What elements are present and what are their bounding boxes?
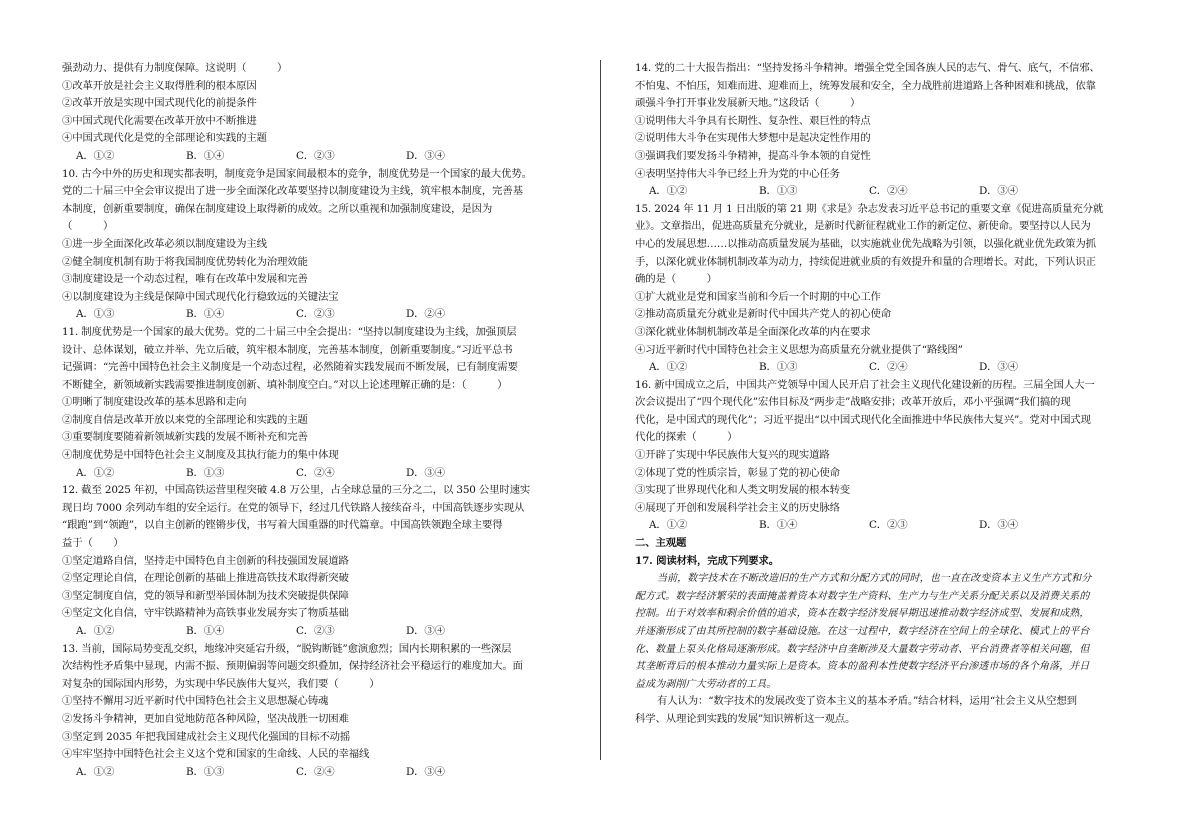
question-text-line: 党的二十届三中全会审议提出了进一步全面深化改革要坚持以制度建设为主线，筑牢根本制度，完善基 bbox=[62, 185, 523, 198]
material-line: 并逐渐形成了由其所控制的数字基础设施。在这一过程中，数字经济在空间上的全球化、模式上的平台 bbox=[635, 626, 1090, 637]
option-1: ①坚持不懈用习近平新时代中国特色社会主义思想凝心铸魂 bbox=[62, 695, 329, 708]
answer-choices bbox=[62, 148, 574, 166]
choice-a: A．①② bbox=[649, 185, 688, 198]
option-3: ③深化就业体制机制改革是全面深化改革的内在要求 bbox=[635, 325, 871, 338]
question-text-line: 设计、总体谋划，破立并举、先立后破，筑牢根本制度，完善基本制度，创新重要制度。”习近平总书 bbox=[62, 343, 513, 356]
choice-a: A．①② bbox=[76, 625, 115, 637]
option-2: ②坚定理论自信，在理论创新的基础上推进高铁技术取得新突破 bbox=[62, 572, 349, 585]
material-line: 控制。出于对效率和剩余价值的追求，资本在数字经济发展早期迅速推动数字经济成型、发展和成熟， bbox=[635, 608, 1090, 620]
question-text-line: 不断健全，新领域新实践需要推进制度创新、填补制度空白。”对以上论述理解正确的是：（ ） bbox=[62, 378, 508, 391]
choice-c: C．②③ bbox=[296, 308, 335, 321]
question-text-line: 业》。文章指出，促进高质量充分就业，是新时代新征程就业工作的新定位、新使命。要坚持以人民为 bbox=[635, 220, 1091, 233]
option-3: ③强调我们要发扬斗争精神，提高斗争本领的自觉性 bbox=[635, 149, 871, 162]
option-4: ④表明坚持伟大斗争已经上升为党的中心任务 bbox=[635, 167, 840, 180]
material-line: 其垄断背后的根本推动力量实际上是资本。资本的盈利本性使数字经济平台渗透市场的各个角落，并日 bbox=[635, 661, 1090, 673]
choice-c: C．②③ bbox=[869, 519, 908, 532]
option-4: ④牢牢坚持中国特色社会主义这个党和国家的生命线、人民的幸福线 bbox=[62, 748, 370, 761]
question-text-line: 次结构性矛盾集中显现，内需不振、预期偏弱等问题交织叠加，保持经济社会平稳运行的难度加大。面 bbox=[62, 660, 523, 673]
question-15 bbox=[635, 201, 1147, 377]
material-line: 当前，数字技术在不断改造旧的生产方式和分配方式的同时，也一直在改变资本主义生产方式和分 bbox=[657, 573, 1092, 585]
answer-choices bbox=[62, 465, 574, 483]
answer-choices bbox=[635, 517, 1147, 535]
choice-c: C．②④ bbox=[869, 185, 908, 198]
answer-choices bbox=[62, 306, 574, 324]
question-heading: 17. 阅读材料，完成下列要求。 bbox=[635, 554, 779, 567]
question-text-line: 科学、从理论到实践的发展”知识辨析这一观点。 bbox=[635, 712, 856, 725]
question-text-line: 中心的发展思想……以推动高质量发展为基础，以实施就业优先战略为引领，以强化就业优先政策为抓 bbox=[635, 237, 1096, 250]
question-11 bbox=[62, 324, 574, 482]
left-column bbox=[62, 60, 574, 781]
question-text-line: 12. 截至 2025 年初，中国高铁运营里程突破 4.8 万公里，占全球总量的三分之二，以 350 公里时速实 bbox=[62, 484, 531, 497]
option-4: ④制度优势是中国特色社会主义制度及其执行能力的集中体现 bbox=[62, 449, 339, 462]
choice-b: B．①④ bbox=[186, 308, 225, 321]
choice-b: B．①③ bbox=[186, 466, 225, 479]
question-text-line: 现日均 7000 余列动车组的安全运行。在党的领导下，经过几代铁路人接续奋斗，中国高铁逐步实现从 bbox=[62, 501, 525, 514]
answer-choices bbox=[635, 183, 1147, 201]
option-1: ①说明伟大斗争具有长期性、复杂性、艰巨性的特点 bbox=[635, 114, 871, 127]
choice-d: D．③④ bbox=[406, 765, 445, 778]
question-text-line: 次会议提出了“四个现代化”宏伟目标及“两步走”战略安排；改革开放后，邓小平强调“我们搞的现 bbox=[635, 396, 1071, 409]
choice-d: D．③④ bbox=[979, 361, 1018, 374]
choice-b: B．①③ bbox=[759, 361, 798, 374]
choice-b: B．①③ bbox=[759, 185, 798, 198]
choice-a: A．①③ bbox=[76, 308, 115, 321]
choice-a: A．①② bbox=[76, 149, 115, 162]
material-line: 益成为剥削广大劳动者的工具。 bbox=[635, 678, 777, 690]
option-1: ①改革开放是社会主义取得胜利的根本原因 bbox=[62, 79, 257, 92]
question-text-line: 不怕鬼、不怕压，知难而进、迎难而上，统筹发展和安全，全力战胜前进道路上各种困难和挑战，依靠 bbox=[635, 79, 1096, 92]
question-text-line: 代化的探索（ ） bbox=[635, 431, 738, 444]
option-1: ①进一步全面深化改革必须以制度建设为主线 bbox=[62, 237, 267, 250]
question-14 bbox=[635, 60, 1147, 201]
choice-a: A．①② bbox=[76, 765, 115, 778]
choice-d: D．③④ bbox=[406, 466, 445, 479]
question-12 bbox=[62, 482, 574, 640]
option-2: ②制度自信是改革开放以来党的全部理论和实践的主题 bbox=[62, 413, 308, 426]
choice-a: A．①② bbox=[649, 361, 688, 374]
option-4: ④中国式现代化是党的全部理论和实践的主题 bbox=[62, 132, 267, 145]
choice-b: B．①③ bbox=[186, 765, 225, 778]
question-text-line: 15. 2024 年 11 月 1 日出版的第 21 期《求是》杂志发表习近平总书记的重要文章《促进高质量充分就 bbox=[635, 202, 1104, 215]
choice-b: B．①④ bbox=[186, 149, 225, 162]
choice-d: D．③④ bbox=[406, 625, 445, 637]
answer-choices bbox=[62, 764, 574, 782]
choice-b: B．①④ bbox=[759, 519, 798, 532]
choice-c: C．②④ bbox=[869, 361, 908, 374]
option-1: ①明晰了制度建设改革的基本思路和走向 bbox=[62, 396, 247, 409]
option-1: ①坚定道路自信，坚持走中国特色自主创新的科技强国发展道路 bbox=[62, 554, 349, 567]
question-text-line: “跟跑”到“领跑”，以自主创新的铿锵步伐，书写着大国重器的时代篇章。中国高铁领跑全球主要得 bbox=[62, 519, 503, 532]
material-line: 化、数量上泵头化格局逐渐形成。数字经济中自垄断涉及大量数字劳动者、平台消费者等相关问题，但 bbox=[635, 643, 1090, 655]
option-4: ④以制度建设为主线是保障中国式现代化行稳致远的关键法宝 bbox=[62, 290, 339, 303]
option-3: ③制度建设是一个动态过程，唯有在改革中发展和完善 bbox=[62, 273, 308, 286]
option-2: ②健全制度机制有助于将我国制度优势转化为治理效能 bbox=[62, 255, 308, 268]
choice-c: C．②③ bbox=[296, 625, 335, 637]
question-text-line: 16. 新中国成立之后，中国共产党领导中国人民开启了社会主义现代化建设新的历程。三届全国人大一 bbox=[635, 378, 1095, 391]
option-4: ④坚定文化自信，守牢铁路精神为高铁事业发展夯实了物质基础 bbox=[62, 607, 349, 620]
option-3: ③实现了世界现代化和人类文明发展的根本转变 bbox=[635, 484, 851, 497]
option-4: ④展现了开创和发展科学社会主义的历史脉络 bbox=[635, 501, 840, 514]
option-3: ③中国式现代化需要在改革开放中不断推进 bbox=[62, 114, 257, 127]
choice-c: C．②④ bbox=[296, 765, 335, 778]
question-9-tail bbox=[62, 60, 574, 166]
question-text-line: 手，以深化就业体制机制改革为动力，持续促进就业质的有效提升和量的合理增长。对此，下列认识正 bbox=[635, 255, 1096, 268]
option-3: ③重要制度要随着新领域新实践的发展不断补充和完善 bbox=[62, 431, 308, 444]
question-13 bbox=[62, 641, 574, 782]
question-text-line: 本制度，创新重要制度，确保在制度建设上取得新的成效。之所以重视和加强制度建设，是因为 bbox=[62, 202, 493, 215]
answer-choices bbox=[635, 359, 1147, 377]
right-column bbox=[635, 60, 1147, 729]
option-3: ③坚定制度自信，党的领导和新型举国体制为技术突破提供保障 bbox=[62, 589, 349, 602]
option-2: ②发扬斗争精神，更加自觉地防范各种风险，坚决战胜一切困难 bbox=[62, 712, 349, 725]
material-line: 配方式。数字经济繁荣的表面掩盖着资本对数字生产资料、生产力与生产关系分配关系以及消费关系的 bbox=[635, 590, 1090, 602]
option-1: ①开辟了实现中华民族伟大复兴的现实道路 bbox=[635, 449, 830, 462]
choice-a: A．①② bbox=[649, 519, 688, 532]
choice-d: D．③④ bbox=[979, 185, 1018, 198]
column-divider bbox=[600, 60, 601, 760]
answer-choices bbox=[62, 623, 574, 641]
question-text-line: 14. 党的二十大报告指出：“坚持发扬斗争精神。增强全党全国各族人民的志气、骨气、底气，不信邪、 bbox=[635, 62, 1100, 74]
reading-material bbox=[635, 570, 1147, 693]
question-text-line: （ ） bbox=[62, 220, 114, 233]
option-2: ②说明伟大斗争在实现伟大梦想中是起决定性作用的 bbox=[635, 132, 871, 145]
question-text-line: 益于（ ） bbox=[62, 537, 124, 550]
choice-d: D．③④ bbox=[979, 519, 1018, 532]
choice-c: C．②③ bbox=[296, 149, 335, 162]
section-title: 二、主观题 bbox=[635, 537, 687, 550]
question-text-line: 记强调：“完善中国特色社会主义制度是一个动态过程，必然随着实践发展而不断发展，已有制度需要 bbox=[62, 361, 518, 374]
question-text-line: 确的是（ ） bbox=[635, 273, 717, 286]
question-text-line: 强劲动力、提供有力制度保障。这说明（ ） bbox=[62, 62, 288, 74]
option-2: ②改革开放是实现中国式现代化的前提条件 bbox=[62, 97, 257, 110]
choice-b: B．①④ bbox=[186, 625, 225, 637]
option-3: ③坚定到 2035 年把我国建成社会主义现代化强国的目标不动摇 bbox=[62, 730, 351, 743]
choice-d: D．③④ bbox=[406, 149, 445, 162]
question-text-line: 代化，是中国式的现代化”；习近平提出“以中国式现代化全面推进中华民族伟大复兴”。党对中国式现 bbox=[635, 413, 1091, 426]
option-2: ②推动高质量充分就业是新时代中国共产党人的初心使命 bbox=[635, 308, 892, 321]
question-text-line: 10. 古今中外的历史和现实都表明，制度竞争是国家间最根本的竞争，制度优势是一个国家的最大优势。 bbox=[62, 167, 532, 180]
question-10 bbox=[62, 166, 574, 324]
question-text-line: 顽强斗争打开事业发展新天地。”这段话（ ） bbox=[635, 97, 861, 110]
choice-a: A．①② bbox=[76, 466, 115, 479]
question-16 bbox=[635, 377, 1147, 535]
option-1: ①扩大就业是党和国家当前和今后一个时期的中心工作 bbox=[635, 290, 881, 303]
question-text-line: 有人认为：“数字技术的发展改变了资本主义的基本矛盾。”结合材料，运用“社会主义从空想到 bbox=[657, 695, 1077, 708]
choice-d: D．②④ bbox=[406, 308, 445, 321]
question-text-line: 11. 制度优势是一个国家的最大优势。党的二十届三中全会提出：“坚持以制度建设为主线，加强顶层 bbox=[62, 325, 517, 338]
question-text-line: 对复杂的国际国内形势，为实现中华民族伟大复兴，我们要（ ） bbox=[62, 677, 380, 690]
choice-c: C．②④ bbox=[296, 466, 335, 479]
option-4: ④习近平新时代中国特色社会主义思想为高质量充分就业提供了“路线图” bbox=[635, 343, 963, 356]
option-2: ②体现了党的性质宗旨，彰显了党的初心使命 bbox=[635, 466, 840, 479]
question-17 bbox=[635, 553, 1147, 729]
question-text-line: 13. 当前，国际局势变乱交织，地缘冲突延宕升级，“脱钩断链”愈演愈烈；国内长期积累的一些深层 bbox=[62, 642, 512, 655]
